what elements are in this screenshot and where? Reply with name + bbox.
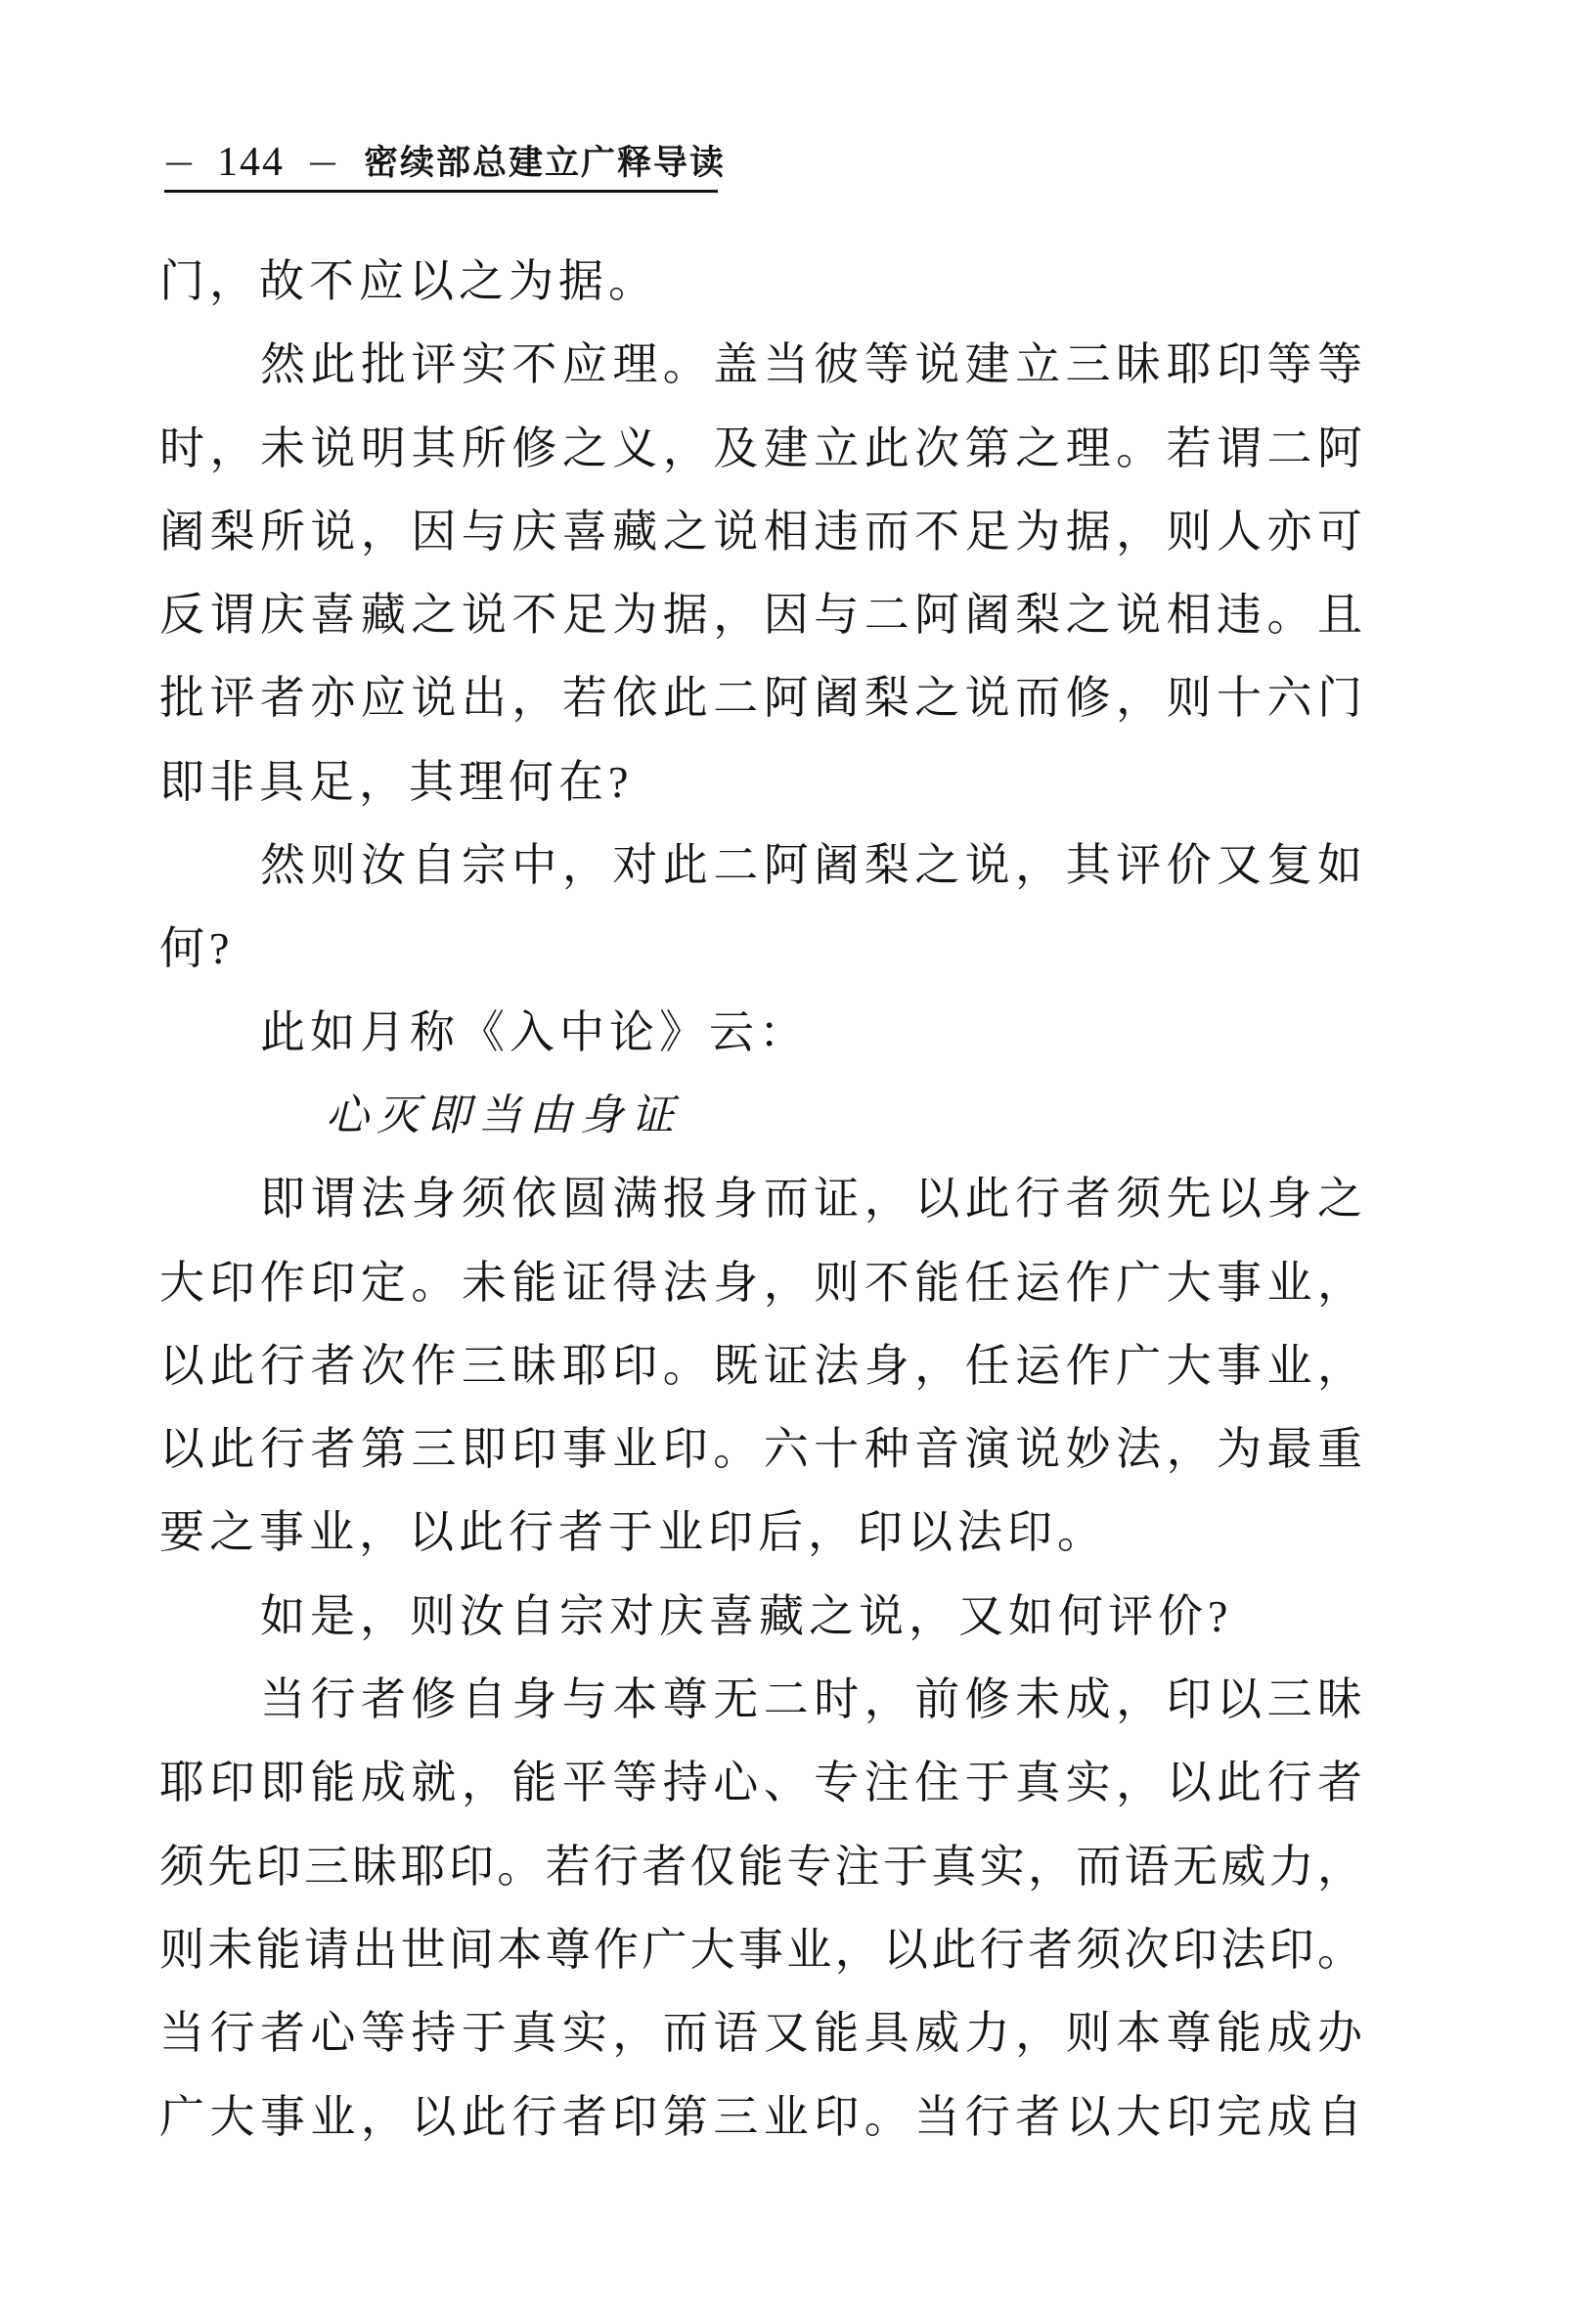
text-line: 反谓庆喜藏之说不足为据，因与二阿阇梨之说相违。且 [159, 590, 1364, 641]
header-rule [164, 190, 718, 193]
text-line: 耶印即能成就，能平等持心、专注住于真实，以此行者 [159, 1758, 1364, 1808]
text-line: 当行者心等持于真实，而语又能具威力，则本尊能成办 [159, 2008, 1364, 2059]
verse-line: 心灭即当由身证 [326, 1091, 682, 1139]
text-line: 然此批评实不应理。盖当彼等说建立三昧耶印等等 [260, 339, 1364, 390]
text-line: 如是，则汝自宗对庆喜藏之说，又如何评价? [260, 1590, 1233, 1641]
text-line: 时，未说明其所修之义，及建立此次第之理。若谓二阿 [159, 423, 1364, 473]
text-line: 则未能请出世间本尊作广大事业，以此行者须次印法印。 [159, 1924, 1364, 1975]
text-line: 何? [159, 923, 235, 974]
text-line: 当行者修自身与本尊无二时，前修未成，印以三昧 [260, 1674, 1364, 1725]
page-header [166, 139, 726, 186]
text-line: 阇梨所说，因与庆喜藏之说相违而不足为据，则人亦可 [159, 506, 1364, 557]
text-line: 此如月称《入中论》云： [260, 1006, 809, 1057]
text-line: 即谓法身须依圆满报身而证，以此行者须先以身之 [260, 1174, 1364, 1225]
text-line: 须先印三昧耶印。若行者仅能专注于真实，而语无威力， [159, 1841, 1364, 1892]
header-dash-right: — [310, 148, 335, 176]
text-line: 以此行者次作三昧耶印。既证法身，任运作广大事业， [159, 1340, 1364, 1391]
body-text [159, 240, 1364, 2159]
text-line: 然则汝自宗中，对此二阿阇梨之说，其评价又复如 [260, 840, 1364, 891]
book-title: 密续部总建立广释导读 [364, 143, 727, 182]
page-number: 144 [217, 140, 285, 185]
text-line: 门，故不应以之为据。 [159, 256, 658, 306]
text-line: 批评者亦应说出，若依此二阿阇梨之说而修，则十六门 [159, 673, 1364, 724]
text-line: 广大事业，以此行者印第三业印。当行者以大印完成自 [159, 2091, 1364, 2142]
text-line: 要之事业，以此行者于业印后，印以法印。 [159, 1507, 1107, 1558]
text-line: 大印作印定。未能证得法身，则不能任运作广大事业， [159, 1257, 1364, 1308]
text-line: 以此行者第三即印事业印。六十种音演说妙法，为最重 [159, 1424, 1364, 1475]
header-dash-left: — [166, 148, 192, 176]
text-line: 即非具足，其理何在? [159, 756, 634, 807]
